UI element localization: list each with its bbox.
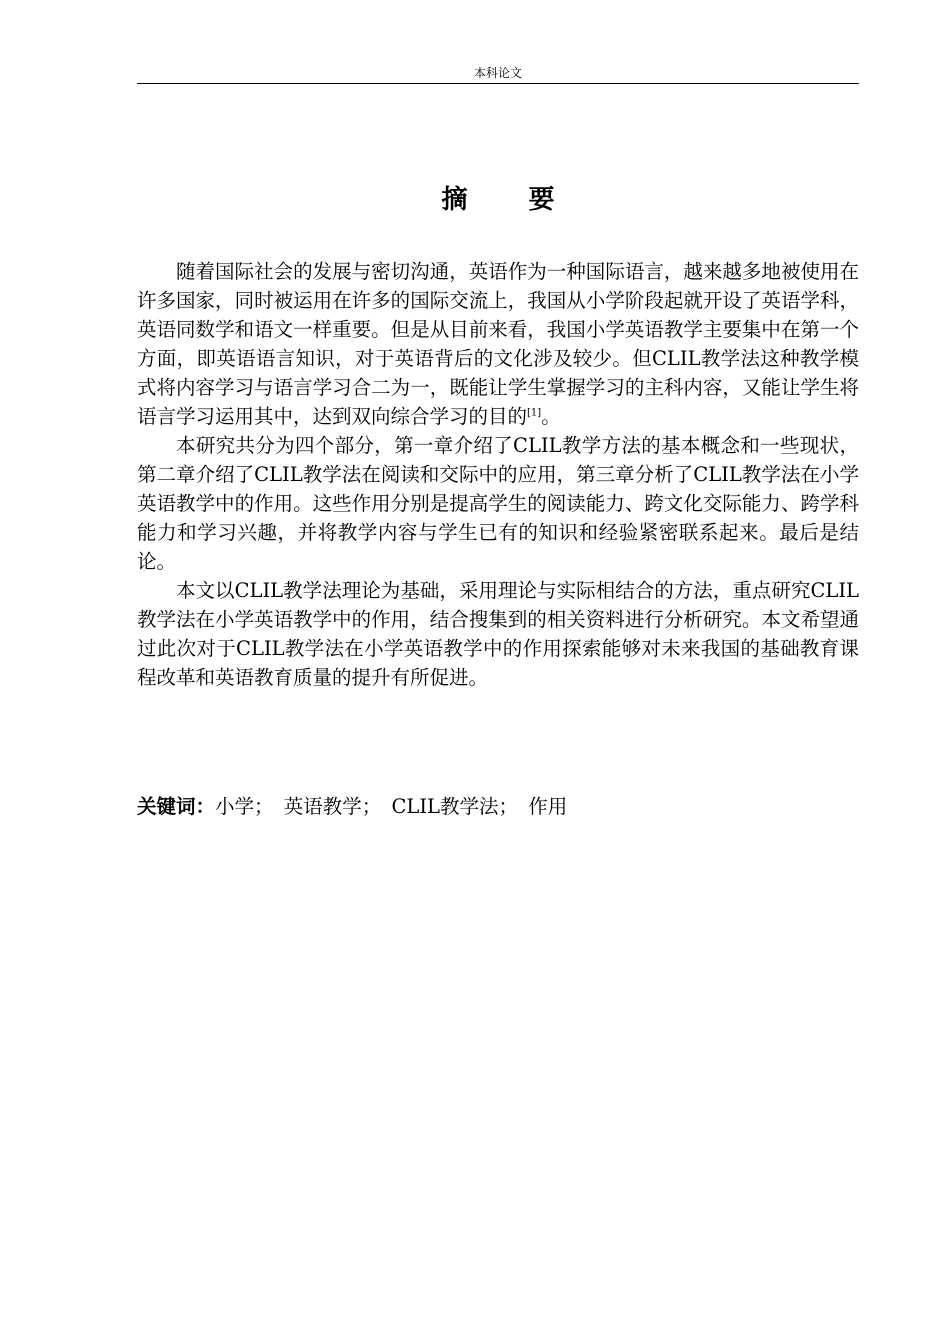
abstract-paragraph-2: 本研究共分为四个部分，第一章介绍了CLIL教学方法的基本概念和一些现状，第二章介绍了CLIL教学法在阅读和交际中的应用，第三章分析了CLIL教学法在小学英语教学中的作用。这些作用分别是提高学生的阅读能力、跨文化交际能力、跨学科能力和学习兴趣，并将教学内容与学生已有的知识和经验紧密联系起来。最后是结论。 xyxy=(137,434,859,573)
abstract-title: 摘 要 xyxy=(441,185,581,215)
keyword-item: 作用 xyxy=(528,795,568,818)
keywords-line xyxy=(137,792,859,821)
keyword-item: 英语教学； xyxy=(283,795,382,818)
keyword-item: 小学； xyxy=(215,795,274,818)
abstract-paragraph-3: 本文以CLIL教学法理论为基础，采用理论与实际相结合的方法，重点研究CLIL教学法在小学英语教学中的作用，结合搜集到的相关资料进行分析研究。本文希望通过此次对于CLIL教学法在小学英语教学中的作用探索能够对未来我国的基础教育课程改革和英语教育质量的提升有所促进。 xyxy=(137,579,859,689)
paragraph-text: 随着国际社会的发展与密切沟通，英语作为一种国际语言，越来越多地被使用在许多国家，同时被运用在许多的国际交流上，我国从小学阶段起就开设了英语学科，英语同数学和语文一样重要。但是从目前来看，我国小学英语教学主要集中在第一个方面，即英语语言知识，对于英语背后的文化涉及较少。但CLIL教学法这种教学模式将内容学习与语言学习合二为一，既能让学生掌握学习的主科内容，又能让学生将语言学习运用其中，达到双向综合学习的目的 xyxy=(137,260,859,428)
paragraph-tail: 。 xyxy=(541,405,561,428)
running-header: 本科论文 xyxy=(473,66,522,80)
header-divider xyxy=(137,83,859,84)
keywords-label: 关键词： xyxy=(137,795,216,818)
abstract-body xyxy=(137,257,859,692)
abstract-paragraph-1 xyxy=(137,257,859,431)
citation-marker: [1] xyxy=(527,407,542,419)
keyword-item: CLIL教学法； xyxy=(391,795,518,818)
